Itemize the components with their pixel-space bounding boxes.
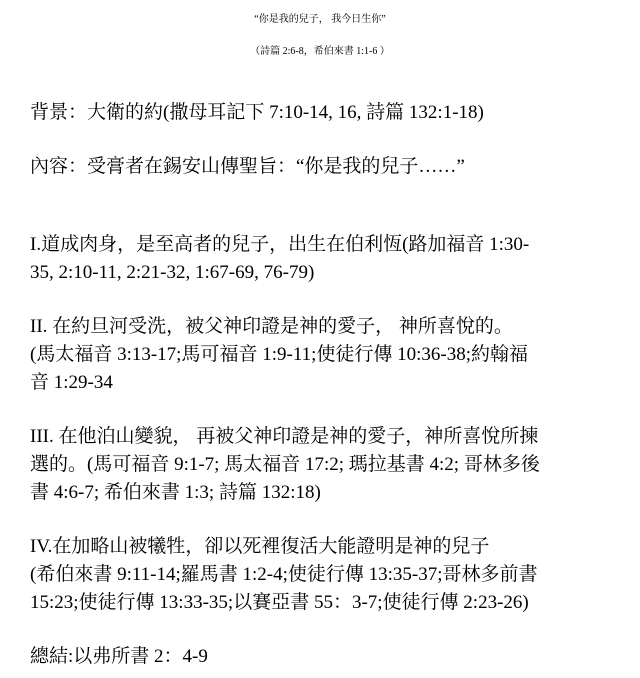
section-3-line-3: 書 4:6-7; 希伯來書 1:3; 詩篇 132:18) [30, 482, 321, 503]
section-1-line-1: I.道成肉身，是至高者的兒子，出生在伯利恆(路加福音 1:30- [30, 234, 530, 255]
title-line-1: “你是我的兒子， 我今日生你” [254, 14, 386, 25]
section-2-line-3: 音 1:29-34 [30, 372, 113, 393]
section-2-line-1: II. 在約旦河受洗，被父神印證是神的愛子， 神所喜悅的。 [30, 316, 513, 337]
section-2-line-2: (馬太福音 3:13-17;馬可福音 1:9-11;使徒行傳 10:36-38;約翰福 [30, 344, 529, 365]
section-4-line-2: (希伯來書 9:11-14;羅馬書 1:2-4;使徒行傳 13:35-37;哥林多前書 [30, 564, 538, 585]
conclusion-line: 總結:以弗所書 2：4-9 [30, 646, 208, 667]
background-line: 背景：大衛的約(撒母耳記下 7:10-14, 16, 詩篇 132:1-18) [30, 102, 484, 123]
content-line: 內容：受膏者在錫安山傳聖旨：“你是我的兒子……” [30, 156, 465, 177]
section-4-line-3: 15:23;使徒行傳 13:33-35;以賽亞書 55：3-7;使徒行傳 2:23-26) [30, 592, 529, 613]
section-1-line-2: 35, 2:10-11, 2:21-32, 1:67-69, 76-79) [30, 262, 315, 283]
title-line-2: （詩篇 2:6-8，希伯來書 1:1-6 ） [250, 46, 390, 57]
section-4-line-1: IV.在加略山被犧牲，卻以死裡復活大能證明是神的兒子 [30, 536, 490, 557]
section-3-line-1: III. 在他泊山變貌， 再被父神印證是神的愛子，神所喜悅所揀 [30, 426, 539, 447]
section-3-line-2: 選的。(馬可福音 9:1-7; 馬太福音 17:2; 瑪拉基書 4:2; 哥林多後 [30, 454, 540, 475]
